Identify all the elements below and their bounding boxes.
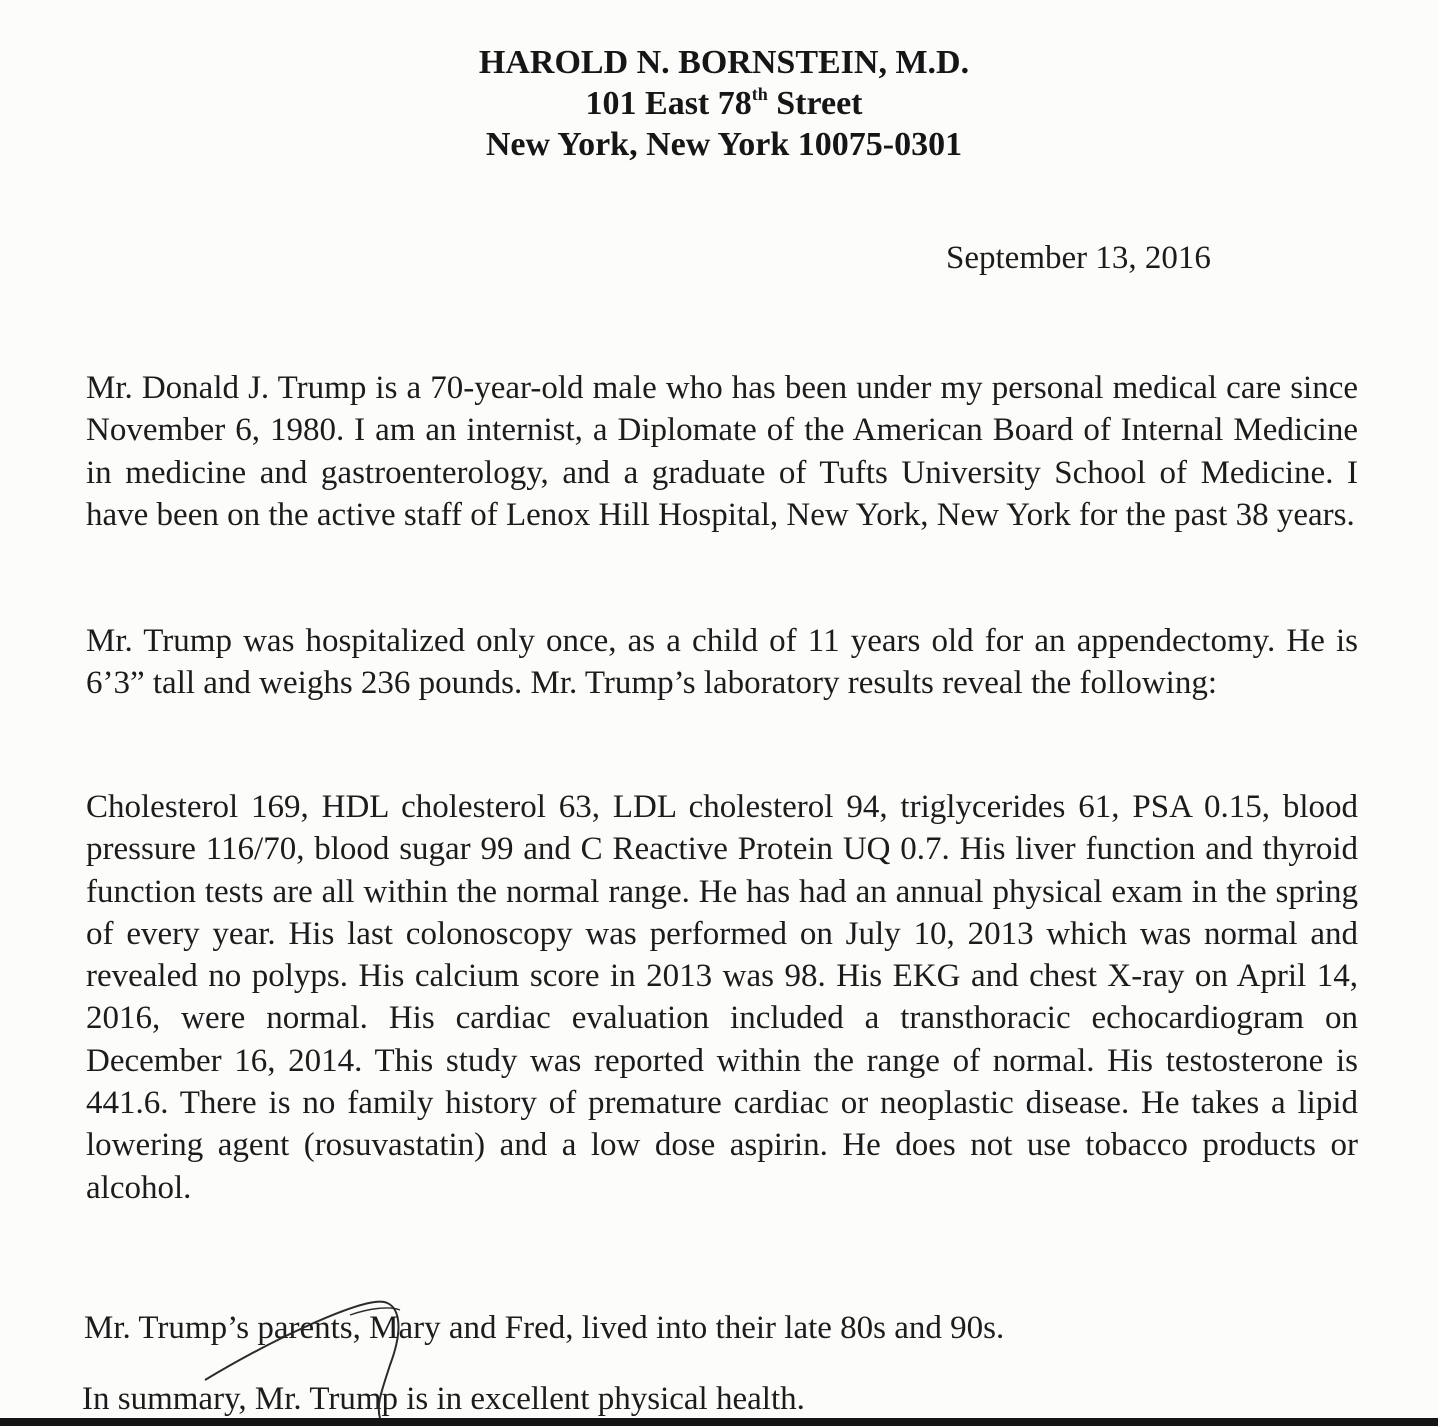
street-number-name: 101 East 78 <box>585 85 752 122</box>
signature-stroke <box>200 1280 620 1420</box>
paragraph-family-history: Mr. Trump’s parents, Mary and Fred, lived into their late 80s and 90s. <box>84 1310 1005 1346</box>
letterhead-name: HAROLD N. BORNSTEIN, M.D. <box>478 44 970 81</box>
letterhead-street-address <box>0 83 1438 124</box>
paragraph-hospitalization: Mr. Trump was hospitalized only once, as a child of 11 years old for an appendectomy. He is 6’3” tall and weighs 236 pounds. Mr. Trump’s laboratory results reveal the following: <box>86 623 1358 702</box>
paragraph-lab-results: Cholesterol 169, HDL cholesterol 63, LDL cholesterol 94, triglycerides 61, PSA 0.15, blood pressure 116/70, blood sugar 99 and C Reactive Protein UQ 0.7. His liver function and thyroid function tests are all within the normal range. He has had an annual physical exam in the spring of every year. His last colonoscopy was performed on July 10, 2013 which was normal and revealed no polyps. His calcium score in 2013 was 98. His EKG and chest X-ray on April 14, 2016, were normal. His cardiac evaluation included a transthoracic echocardiogram on December 16, 2014. This study was reported within the range of normal. His testosterone is 441.6. There is no family history of premature cardiac or neoplastic disease. He takes a lipid lowering agent (rosuvastatin) and a low dose aspirin. He does not use tobacco products or alcohol. <box>86 789 1358 1206</box>
street-word: Street <box>776 85 863 122</box>
ordinal-suffix: th <box>751 84 768 104</box>
letterhead <box>0 42 1438 165</box>
scan-bottom-edge <box>0 1418 1438 1426</box>
letter-date: September 13, 2016 <box>946 240 1211 276</box>
paragraph-summary: In summary, Mr. Trump is in excellent physical health. <box>82 1381 805 1417</box>
letterhead-city-state-zip: New York, New York 10075-0301 <box>485 126 963 163</box>
paragraph-physician-background: Mr. Donald J. Trump is a 70-year-old male who has been under my personal medical care since November 6, 1980. I am an internist, a Diplomate of the American Board of Internal Medicine in medicine and gastroenterology, and a graduate of Tufts University School of Medicine. I have been on the active staff of Lenox Hill Hospital, New York, New York for the past 38 years. <box>86 370 1358 533</box>
